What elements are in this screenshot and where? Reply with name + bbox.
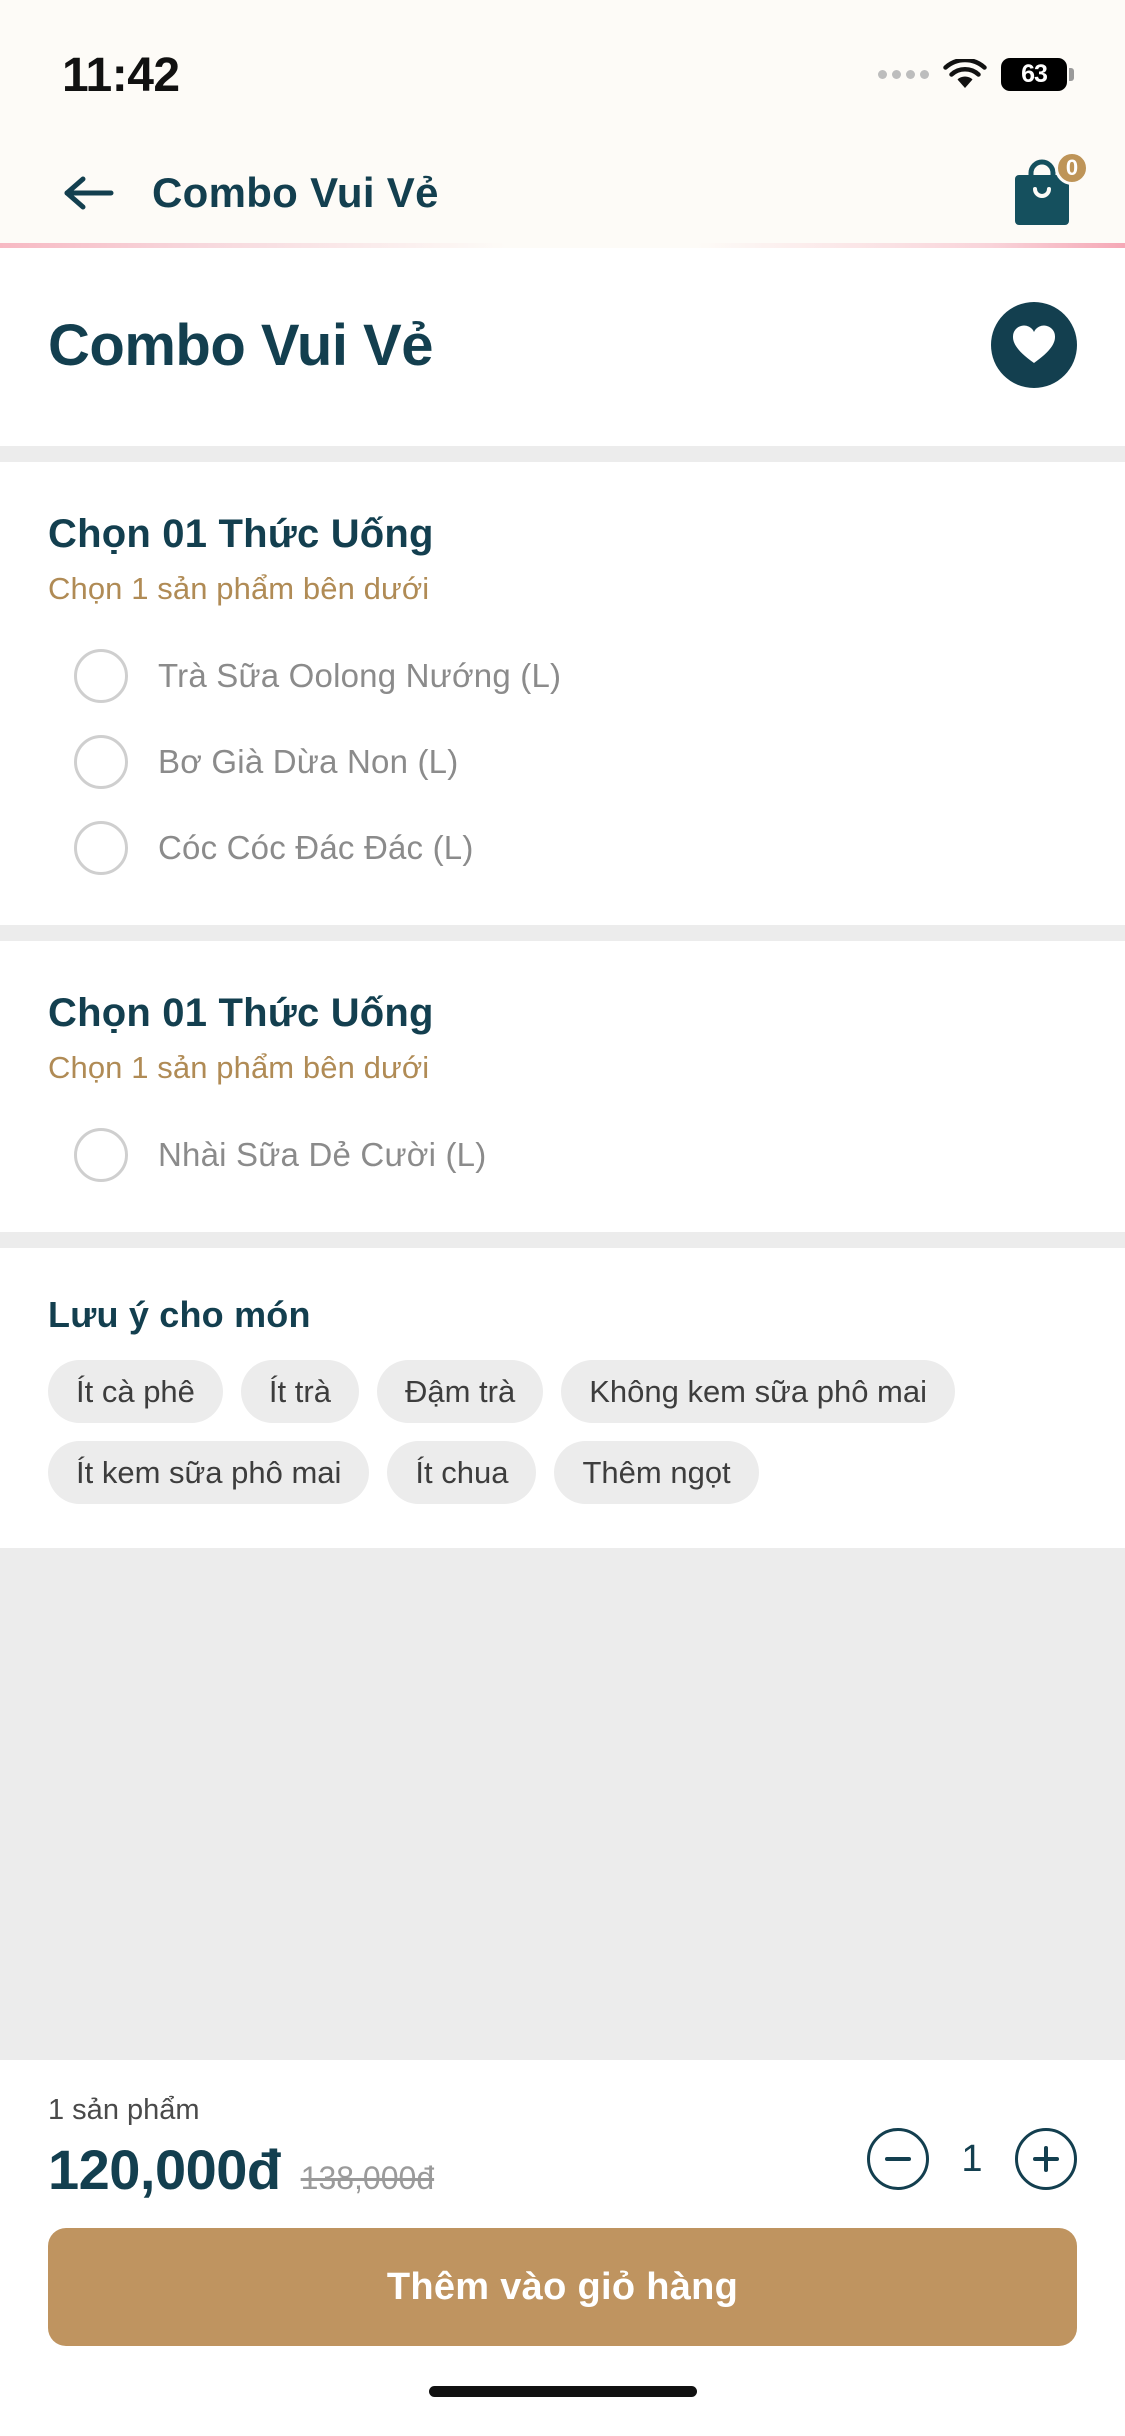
bottom-bar (0, 2060, 1125, 2346)
minus-circle-icon (885, 2157, 911, 2161)
note-chip[interactable]: Ít kem sữa phô mai (48, 1441, 369, 1504)
cart-badge: 0 (1055, 151, 1089, 185)
option-group (0, 941, 1125, 1232)
back-arrow-icon (61, 173, 117, 213)
note-chip[interactable]: Ít chua (387, 1441, 536, 1504)
total-price: 120,000đ (48, 2138, 281, 2201)
notes-title: Lưu ý cho món (48, 1294, 311, 1335)
option-label: Bơ Già Dừa Non (L) (158, 743, 459, 780)
quantity-stepper (867, 2128, 1077, 2202)
note-chip[interactable]: Ít cà phê (48, 1360, 223, 1423)
option-list (48, 1112, 1077, 1198)
option-group-subtitle: Chọn 1 sản phẩm bên dưới (48, 1050, 430, 1085)
radio-icon[interactable] (74, 1128, 128, 1182)
radio-icon[interactable] (74, 735, 128, 789)
status-time: 11:42 (62, 49, 180, 102)
original-price: 138,000đ (300, 2160, 435, 2196)
page-title: Combo Vui Vẻ (152, 169, 439, 216)
quantity-value: 1 (961, 2137, 983, 2180)
wifi-icon (943, 59, 987, 91)
option-label: Nhài Sữa Dẻ Cười (L) (158, 1136, 487, 1173)
option-label: Cóc Cóc Đác Đác (L) (158, 829, 474, 866)
note-chip[interactable]: Thêm ngọt (554, 1441, 758, 1504)
option-row[interactable] (48, 1112, 1077, 1198)
option-row[interactable] (48, 719, 1077, 805)
status-indicators (878, 48, 1067, 91)
price-quantity-row (48, 2094, 1077, 2202)
battery-percent: 63 (1021, 60, 1047, 88)
nav-underline (0, 243, 1125, 248)
navigation-bar (0, 138, 1125, 248)
home-indicator[interactable] (429, 2386, 697, 2397)
price-block (48, 2094, 434, 2202)
option-label: Trà Sữa Oolong Nướng (L) (158, 657, 562, 694)
scroll-content[interactable] (0, 248, 1125, 2060)
add-to-cart-button[interactable]: Thêm vào giỏ hàng (48, 2228, 1077, 2346)
cart-button[interactable] (1007, 157, 1077, 229)
option-group-title: Chọn 01 Thức Uống (48, 991, 434, 1035)
decrease-quantity-button[interactable] (867, 2128, 929, 2190)
increase-quantity-button[interactable] (1015, 2128, 1077, 2190)
price-row (48, 2137, 434, 2202)
note-chip[interactable]: Đậm trà (377, 1360, 543, 1423)
heart-icon (1011, 324, 1057, 366)
option-row[interactable] (48, 633, 1077, 719)
product-name: Combo Vui Vẻ (48, 312, 433, 378)
radio-icon[interactable] (74, 649, 128, 703)
item-count-label: 1 sản phẩm (48, 2094, 200, 2126)
signal-dots-icon (878, 70, 929, 79)
option-group-title: Chọn 01 Thức Uống (48, 512, 434, 556)
favorite-button[interactable] (991, 302, 1077, 388)
note-chip[interactable]: Không kem sữa phô mai (561, 1360, 955, 1423)
battery-cap (1069, 68, 1074, 81)
battery-indicator (1001, 58, 1067, 91)
notes-chip-list (48, 1360, 1077, 1504)
option-list (48, 633, 1077, 891)
notes-card (0, 1248, 1125, 1548)
product-header-card (0, 248, 1125, 446)
option-group (0, 462, 1125, 925)
option-row[interactable] (48, 805, 1077, 891)
option-group-subtitle: Chọn 1 sản phẩm bên dưới (48, 571, 430, 606)
plus-circle-icon-vertical (1044, 2146, 1048, 2172)
note-chip[interactable]: Ít trà (241, 1360, 359, 1423)
home-indicator-area (0, 2346, 1125, 2436)
back-button[interactable] (54, 158, 124, 228)
status-bar (0, 0, 1125, 138)
radio-icon[interactable] (74, 821, 128, 875)
